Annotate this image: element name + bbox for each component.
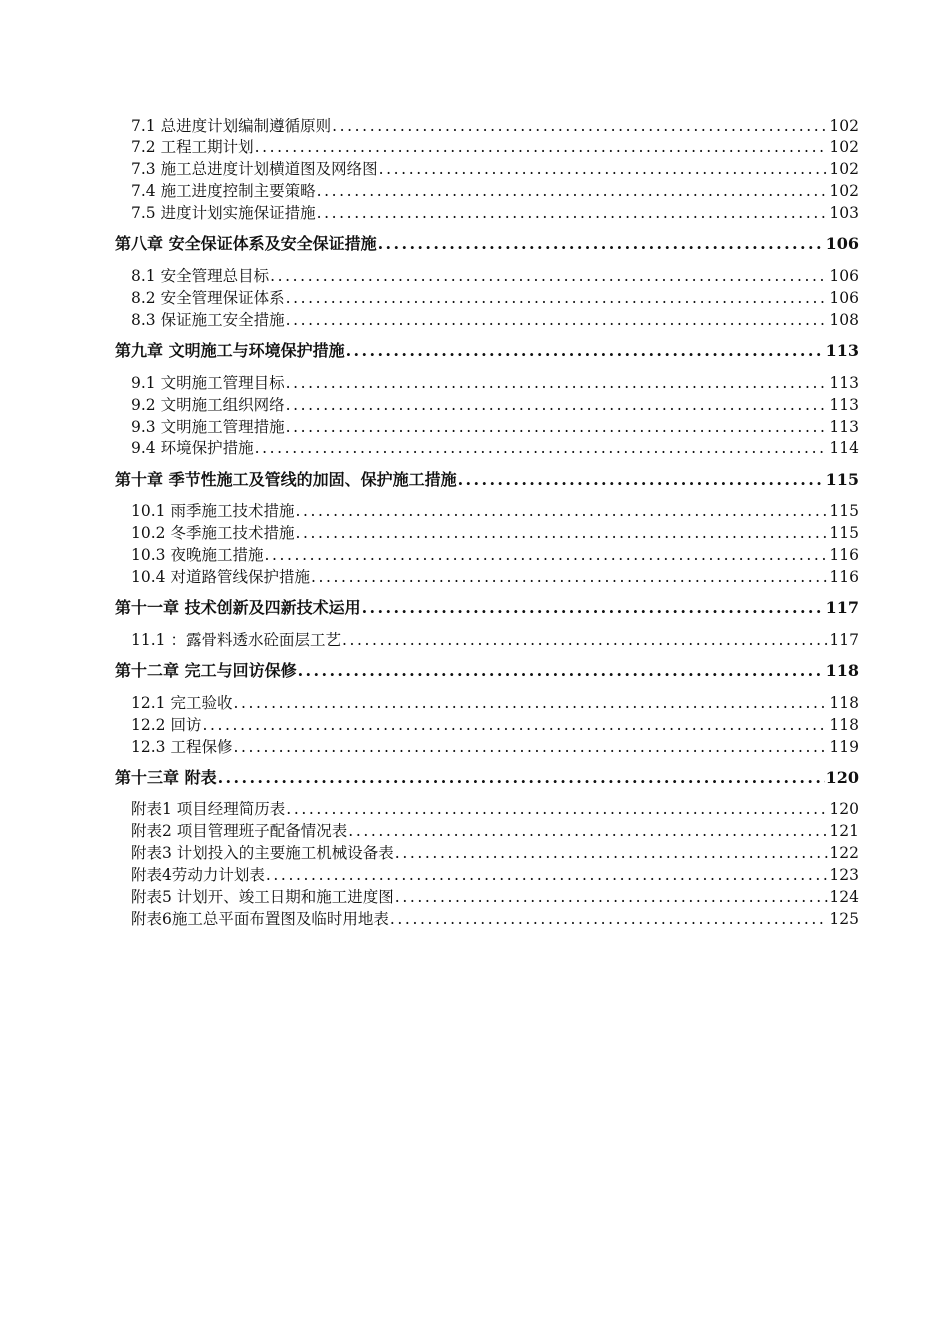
toc-chapter[interactable] bbox=[115, 234, 859, 254]
toc-chapter[interactable] bbox=[115, 598, 859, 618]
toc-entry[interactable] bbox=[131, 395, 859, 415]
toc-entry-page: 118 bbox=[829, 694, 859, 712]
toc-entry-page: 118 bbox=[829, 716, 859, 734]
toc-entry-page: 116 bbox=[829, 568, 859, 586]
toc-entry-page: 121 bbox=[829, 822, 859, 840]
dot-leader bbox=[378, 234, 825, 254]
dot-leader bbox=[317, 181, 829, 201]
toc-chapter-label: 第八章 安全保证体系及安全保证措施 bbox=[115, 234, 377, 253]
toc-entry-label: 附表5 计划开、竣工日期和施工进度图 bbox=[131, 888, 394, 906]
toc-entry[interactable] bbox=[131, 630, 859, 650]
toc-entry-label: 7.3 施工总进度计划横道图及网络图 bbox=[131, 160, 378, 178]
dot-leader bbox=[348, 821, 828, 841]
toc-entry-label: 附表2 项目管理班子配备情况表 bbox=[131, 822, 348, 840]
dot-leader bbox=[295, 523, 828, 543]
toc-entry-label: 8.2 安全管理保证体系 bbox=[131, 289, 285, 307]
dot-leader bbox=[286, 373, 829, 393]
toc-entry-label: 9.2 文明施工组织网络 bbox=[131, 396, 285, 414]
toc-entry-label: 12.2 回访 bbox=[131, 716, 202, 734]
dot-leader bbox=[266, 865, 829, 885]
dot-leader bbox=[286, 417, 829, 437]
toc-entry[interactable] bbox=[131, 116, 859, 136]
dot-leader bbox=[298, 661, 825, 681]
dot-leader bbox=[379, 159, 829, 179]
toc-entry-page: 116 bbox=[829, 546, 859, 564]
dot-leader bbox=[458, 470, 825, 490]
toc-entry-page: 114 bbox=[829, 439, 859, 457]
toc-chapter-label: 第十三章 附表 bbox=[115, 768, 217, 787]
toc-entry-page: 108 bbox=[829, 311, 859, 329]
toc-entry[interactable] bbox=[131, 373, 859, 393]
toc-entry-page: 125 bbox=[829, 910, 859, 928]
dot-leader bbox=[332, 116, 828, 136]
toc-entry-label: 7.2 工程工期计划 bbox=[131, 138, 254, 156]
toc-entry-page: 102 bbox=[829, 160, 859, 178]
toc-entry-page: 123 bbox=[829, 866, 859, 884]
toc-entry[interactable] bbox=[131, 545, 859, 565]
toc-chapter-label: 第十二章 完工与回访保修 bbox=[115, 661, 297, 680]
toc-entry[interactable] bbox=[131, 417, 859, 437]
dot-leader bbox=[317, 203, 829, 223]
dot-leader bbox=[202, 715, 828, 735]
toc-chapter[interactable] bbox=[115, 768, 859, 788]
dot-leader bbox=[362, 598, 825, 618]
dot-leader bbox=[286, 395, 829, 415]
toc-chapter-label: 第十章 季节性施工及管线的加固、保护施工措施 bbox=[115, 470, 457, 489]
toc-chapter[interactable] bbox=[115, 470, 859, 490]
dot-leader bbox=[295, 501, 828, 521]
toc-entry-page: 102 bbox=[829, 138, 859, 156]
toc-entry[interactable] bbox=[131, 737, 859, 757]
toc-entry-label: 附表6施工总平面布置图及临时用地表 bbox=[131, 910, 389, 928]
toc-entry[interactable] bbox=[131, 693, 859, 713]
toc-entry-label: 7.5 进度计划实施保证措施 bbox=[131, 204, 316, 222]
dot-leader bbox=[395, 843, 829, 863]
toc-entry[interactable] bbox=[131, 843, 859, 863]
toc-entry[interactable] bbox=[131, 523, 859, 543]
toc-entry-label: 附表3 计划投入的主要施工机械设备表 bbox=[131, 844, 394, 862]
toc-entry-page: 119 bbox=[829, 738, 859, 756]
dot-leader bbox=[311, 567, 828, 587]
toc-entry-label: 7.4 施工进度控制主要策略 bbox=[131, 182, 316, 200]
toc-entry-label: 8.1 安全管理总目标 bbox=[131, 267, 270, 285]
toc-entry-label: 9.3 文明施工管理措施 bbox=[131, 418, 285, 436]
toc-entry-page: 120 bbox=[829, 800, 859, 818]
toc-entry-page: 103 bbox=[829, 204, 859, 222]
toc-entry-page: 106 bbox=[829, 289, 859, 307]
toc-entry-label: 10.1 雨季施工技术措施 bbox=[131, 502, 295, 520]
dot-leader bbox=[286, 310, 829, 330]
toc-entry-label: 12.1 完工验收 bbox=[131, 694, 233, 712]
toc-entry-page: 115 bbox=[829, 524, 859, 542]
toc-chapter[interactable] bbox=[115, 341, 859, 361]
toc-entry-label: 附表1 项目经理简历表 bbox=[131, 800, 286, 818]
dot-leader bbox=[286, 288, 829, 308]
toc-entry[interactable] bbox=[131, 266, 859, 286]
toc-entry-page: 117 bbox=[829, 631, 859, 649]
toc-entry-label: 9.1 文明施工管理目标 bbox=[131, 374, 285, 392]
toc-entry[interactable] bbox=[131, 159, 859, 179]
toc-chapter-label: 第九章 文明施工与环境保护措施 bbox=[115, 341, 345, 360]
toc-entry[interactable] bbox=[131, 181, 859, 201]
toc-entry[interactable] bbox=[131, 310, 859, 330]
toc-chapter-page: 115 bbox=[825, 470, 859, 489]
toc-entry-label: 附表4劳动力计划表 bbox=[131, 866, 265, 884]
toc-chapter-page: 117 bbox=[825, 598, 859, 617]
toc-chapter-page: 120 bbox=[825, 768, 859, 787]
toc-entry[interactable] bbox=[131, 567, 859, 587]
toc-entry[interactable] bbox=[131, 137, 859, 157]
toc-entry-page: 124 bbox=[829, 888, 859, 906]
toc-entry[interactable] bbox=[131, 865, 859, 885]
toc-entry[interactable] bbox=[131, 821, 859, 841]
toc-chapter-label: 第十一章 技术创新及四新技术运用 bbox=[115, 598, 361, 617]
toc-entry-page: 122 bbox=[829, 844, 859, 862]
toc-entry-page: 113 bbox=[829, 396, 859, 414]
toc-chapter-page: 118 bbox=[825, 661, 859, 680]
dot-leader bbox=[264, 545, 828, 565]
toc-entry[interactable] bbox=[131, 501, 859, 521]
toc-entry-label: 8.3 保证施工安全措施 bbox=[131, 311, 285, 329]
toc-entry[interactable] bbox=[131, 203, 859, 223]
toc-entry-label: 7.1 总进度计划编制遵循原则 bbox=[131, 117, 332, 135]
toc-entry[interactable] bbox=[131, 887, 859, 907]
toc-entry-page: 115 bbox=[829, 502, 859, 520]
toc-entry[interactable] bbox=[131, 799, 859, 819]
toc-entry[interactable] bbox=[131, 438, 859, 458]
toc-entry-label: 10.2 冬季施工技术措施 bbox=[131, 524, 295, 542]
toc-entry[interactable] bbox=[131, 288, 859, 308]
toc-entry-page: 102 bbox=[829, 117, 859, 135]
toc-chapter-page: 113 bbox=[825, 341, 859, 360]
dot-leader bbox=[255, 438, 829, 458]
toc-entry-page: 106 bbox=[829, 267, 859, 285]
dot-leader bbox=[342, 630, 828, 650]
toc-entry[interactable] bbox=[131, 909, 859, 929]
toc-entry-label: 10.4 对道路管线保护措施 bbox=[131, 568, 310, 586]
dot-leader bbox=[390, 909, 829, 929]
dot-leader bbox=[395, 887, 829, 907]
dot-leader bbox=[233, 693, 828, 713]
toc-entry-label: 10.3 夜晚施工措施 bbox=[131, 546, 264, 564]
toc-entry-label: 11.1 ：露骨料透水砼面层工艺 bbox=[131, 631, 341, 649]
dot-leader bbox=[218, 768, 825, 788]
toc-entry-label: 12.3 工程保修 bbox=[131, 738, 233, 756]
toc-chapter-page: 106 bbox=[825, 234, 859, 253]
dot-leader bbox=[255, 137, 829, 157]
dot-leader bbox=[346, 341, 825, 361]
toc-chapter[interactable] bbox=[115, 661, 859, 681]
dot-leader bbox=[270, 266, 828, 286]
toc-entry-label: 9.4 环境保护措施 bbox=[131, 439, 254, 457]
toc-entry[interactable] bbox=[131, 715, 859, 735]
toc-entry-page: 113 bbox=[829, 374, 859, 392]
dot-leader bbox=[233, 737, 828, 757]
dot-leader bbox=[286, 799, 828, 819]
toc-entry-page: 102 bbox=[829, 182, 859, 200]
toc-entry-page: 113 bbox=[829, 418, 859, 436]
